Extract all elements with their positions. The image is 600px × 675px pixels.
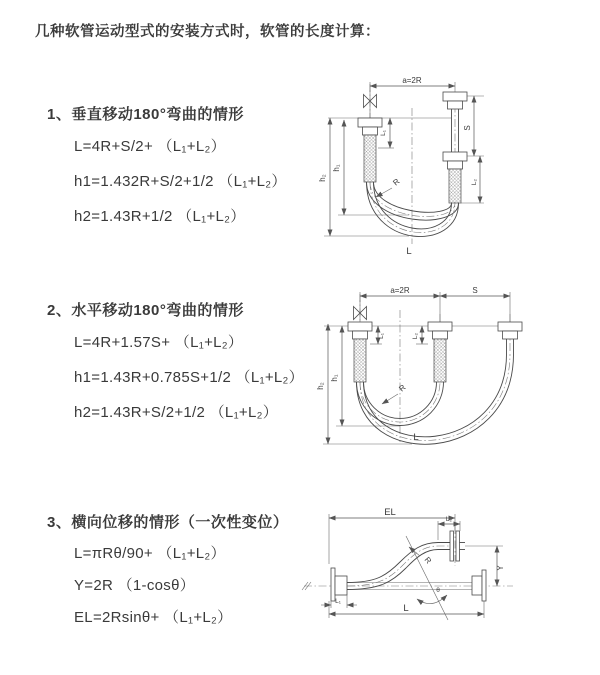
dim-label-s: S [463, 125, 472, 131]
section-horizontal-180 [47, 299, 304, 429]
formula-line: h2=1.43R+S/2+1/2 （L₁+L₂） [74, 404, 279, 421]
dim-label-h1: h₁ [330, 374, 339, 382]
formula-line: L=4R+1.57S+ （L₁+L₂） [74, 334, 244, 351]
left-end-fitting [358, 118, 382, 182]
left-end-fitting [348, 322, 372, 382]
braided-hose-section [354, 339, 366, 382]
dim-label-l1: L₁ [335, 598, 341, 605]
dim-label-h2: h₂ [316, 382, 325, 390]
centerlines [328, 84, 455, 244]
diagram-lateral-displacement [298, 498, 600, 653]
dim-label-h2: h₂ [318, 174, 327, 182]
diagram-horizontal-180-bend [312, 282, 594, 454]
dim-label-l: L [406, 246, 412, 257]
section-3-formulas [47, 536, 288, 632]
dimension-lines [321, 514, 497, 618]
right-end-fitting [443, 92, 467, 203]
dim-label-el: EL [384, 507, 396, 518]
dim-label-r: R [397, 382, 408, 394]
left-flange-fitting [331, 568, 347, 601]
dim-label-l2: L₂ [412, 332, 419, 340]
section-lateral-displacement [47, 511, 288, 632]
dim-label-a-2r: a=2R [390, 286, 410, 295]
section-2-heading: 2、水平移动180°弯曲的情形 [47, 302, 244, 319]
braided-hose-section [434, 339, 446, 382]
hose-curves [367, 182, 459, 237]
dim-label-l1: L₁ [380, 130, 387, 136]
radius-leader-arrow [376, 188, 392, 197]
section-1-formulas [47, 128, 287, 233]
section-2-formulas [47, 324, 304, 429]
braided-hose-section [449, 169, 461, 203]
right-flange-fitting [472, 570, 486, 601]
formula-line: L=πRθ/90+ （L₁+L₂） [74, 544, 226, 562]
dim-label-a-2r: a=2R [402, 76, 422, 85]
dimension-lines [323, 292, 510, 444]
formula-line: Y=2R （1-cosθ） [74, 576, 196, 594]
dim-label-l1: L₁ [378, 333, 385, 339]
diagram-vertical-180-bend [312, 70, 594, 262]
valve-icon [364, 90, 377, 118]
braided-hose-section [364, 135, 376, 182]
section-3-heading: 3、横向位移的情形（一次性变位） [47, 514, 289, 531]
formula-line: EL=2Rsinθ+ （L₁+L₂） [74, 608, 233, 626]
dim-label-l: L [403, 603, 409, 614]
dim-label-r: R [422, 555, 434, 566]
dim-label-h1: h₁ [332, 164, 341, 172]
dim-label-y: Y [496, 565, 505, 571]
dim-label-l2: L₂ [445, 516, 453, 523]
dim-label-l: L [413, 432, 419, 443]
dim-label-l2: L₂ [471, 178, 478, 186]
dim-label-r: R [391, 176, 402, 188]
valve-icon [354, 300, 367, 322]
upper-flange-fitting [450, 531, 503, 561]
page-title: 几种软管运动型式的安装方式时，软管的长度计算： [35, 24, 380, 40]
section-1-heading: 1、垂直移动180°弯曲的情形 [47, 106, 244, 123]
radius-leader-arrow [382, 394, 398, 404]
dim-label-theta: θ [436, 587, 440, 594]
formula-line: L=4R+S/2+ （L₁+L₂） [74, 138, 226, 155]
formula-line: h2=1.43R+1/2 （L₁+L₂） [74, 208, 246, 225]
formula-line: h1=1.432R+S/2+1/2 （L₁+L₂） [74, 173, 287, 190]
angle-construction [406, 536, 448, 620]
section-vertical-180 [47, 103, 287, 233]
middle-end-fitting [428, 322, 452, 382]
dim-label-s: S [472, 286, 478, 295]
formula-line: h1=1.43R+0.785S+1/2 （L₁+L₂） [74, 369, 304, 386]
